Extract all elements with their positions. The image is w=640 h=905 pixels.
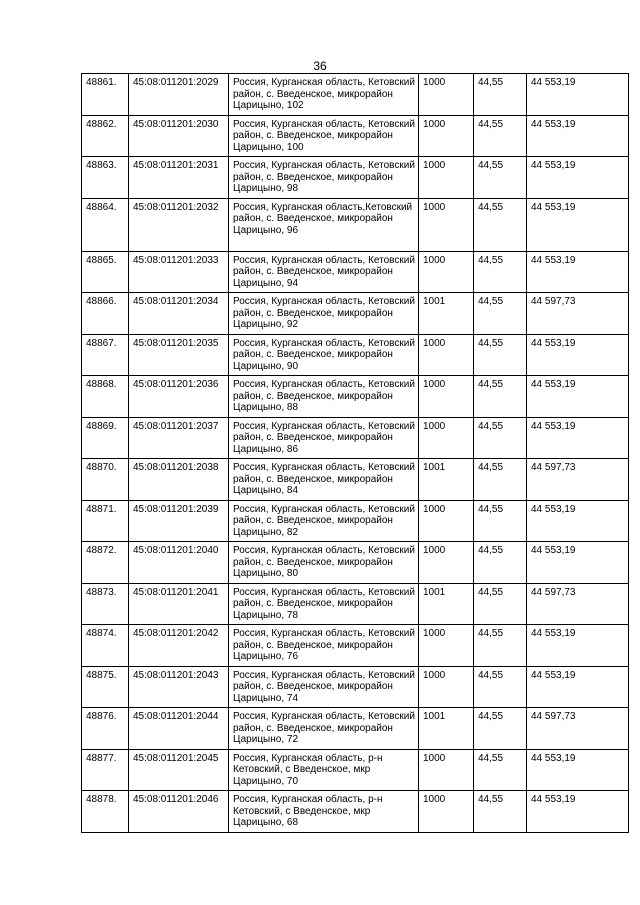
cadastral-value: 44 597,73 xyxy=(527,459,629,501)
address: Россия, Курганская область, Кетовский район, с. Введенское, микрорайон Царицыно, 72 xyxy=(229,708,419,750)
row-number: 48877. xyxy=(82,749,129,791)
area: 1000 xyxy=(419,115,474,157)
cadastral-value: 44 553,19 xyxy=(527,198,629,251)
address: Россия, Курганская область, Кетовский район, с. Введенское, микрорайон Царицыно, 74 xyxy=(229,666,419,708)
cadastral-value: 44 553,19 xyxy=(527,157,629,199)
area: 1000 xyxy=(419,417,474,459)
area: 1000 xyxy=(419,542,474,584)
area: 1000 xyxy=(419,74,474,116)
table-row xyxy=(82,666,629,708)
cadastral-number: 45:08:011201:2031 xyxy=(129,157,229,199)
cadastral-number: 45:08:011201:2041 xyxy=(129,583,229,625)
address: Россия, Курганская область, р-н Кетовский, с Введенское, мкр Царицыно, 70 xyxy=(229,749,419,791)
cadastral-number: 45:08:011201:2037 xyxy=(129,417,229,459)
area: 1001 xyxy=(419,583,474,625)
row-number: 48863. xyxy=(82,157,129,199)
cadastral-number: 45:08:011201:2043 xyxy=(129,666,229,708)
table-row xyxy=(82,583,629,625)
address: Россия, Курганская область, Кетовский район, с. Введенское, микрорайон Царицыно, 76 xyxy=(229,625,419,667)
specific-value: 44,55 xyxy=(474,459,527,501)
table-row xyxy=(82,708,629,750)
address: Россия, Курганская область, Кетовский район, с. Введенское, микрорайон Царицыно, 98 xyxy=(229,157,419,199)
cadastral-number: 45:08:011201:2029 xyxy=(129,74,229,116)
address: Россия, Курганская область, Кетовский район, с. Введенское, микрорайон Царицыно, 92 xyxy=(229,293,419,335)
table-row xyxy=(82,376,629,418)
row-number: 48864. xyxy=(82,198,129,251)
cadastral-number: 45:08:011201:2046 xyxy=(129,791,229,833)
address: Россия, Курганская область, Кетовский район, с. Введенское, микрорайон Царицыно, 88 xyxy=(229,376,419,418)
row-number: 48868. xyxy=(82,376,129,418)
cadastral-value: 44 597,73 xyxy=(527,583,629,625)
table-row xyxy=(82,115,629,157)
address: Россия, Курганская область, Кетовский район, с. Введенское, микрорайон Царицыно, 78 xyxy=(229,583,419,625)
row-number: 48865. xyxy=(82,251,129,293)
table-row xyxy=(82,625,629,667)
specific-value: 44,55 xyxy=(474,625,527,667)
specific-value: 44,55 xyxy=(474,417,527,459)
cadastral-value-table xyxy=(81,73,629,833)
table-row xyxy=(82,542,629,584)
cadastral-value: 44 553,19 xyxy=(527,417,629,459)
specific-value: 44,55 xyxy=(474,157,527,199)
cadastral-number: 45:08:011201:2035 xyxy=(129,334,229,376)
table-row xyxy=(82,417,629,459)
cadastral-value: 44 553,19 xyxy=(527,791,629,833)
row-number: 48873. xyxy=(82,583,129,625)
table-row xyxy=(82,251,629,293)
address: Россия, Курганская область, Кетовский район, с. Введенское, микрорайон Царицыно, 94 xyxy=(229,251,419,293)
table-row xyxy=(82,791,629,833)
page-number: 36 xyxy=(313,59,327,73)
specific-value: 44,55 xyxy=(474,583,527,625)
specific-value: 44,55 xyxy=(474,542,527,584)
address: Россия, Курганская область, Кетовский район, с. Введенское, микрорайон Царицыно, 90 xyxy=(229,334,419,376)
specific-value: 44,55 xyxy=(474,251,527,293)
row-number: 48871. xyxy=(82,500,129,542)
area: 1000 xyxy=(419,500,474,542)
cadastral-value: 44 553,19 xyxy=(527,376,629,418)
cadastral-value: 44 553,19 xyxy=(527,749,629,791)
row-number: 48869. xyxy=(82,417,129,459)
table-row xyxy=(82,74,629,116)
area: 1001 xyxy=(419,708,474,750)
row-number: 48867. xyxy=(82,334,129,376)
cadastral-number: 45:08:011201:2042 xyxy=(129,625,229,667)
area: 1001 xyxy=(419,293,474,335)
specific-value: 44,55 xyxy=(474,334,527,376)
cadastral-value: 44 553,19 xyxy=(527,500,629,542)
area: 1001 xyxy=(419,459,474,501)
cadastral-value: 44 553,19 xyxy=(527,115,629,157)
specific-value: 44,55 xyxy=(474,376,527,418)
address: Россия, Курганская область, Кетовский район, с. Введенское, микрорайон Царицыно, 82 xyxy=(229,500,419,542)
area: 1000 xyxy=(419,666,474,708)
row-number: 48878. xyxy=(82,791,129,833)
address: Россия, Курганская область, р-н Кетовский, с Введенское, мкр Царицыно, 68 xyxy=(229,791,419,833)
cadastral-number: 45:08:011201:2045 xyxy=(129,749,229,791)
specific-value: 44,55 xyxy=(474,791,527,833)
area: 1000 xyxy=(419,749,474,791)
cadastral-value: 44 553,19 xyxy=(527,625,629,667)
row-number: 48876. xyxy=(82,708,129,750)
cadastral-value: 44 553,19 xyxy=(527,334,629,376)
cadastral-value: 44 553,19 xyxy=(527,74,629,116)
address: Россия, Курганская область, Кетовский район, с. Введенское, микрорайон Царицыно, 84 xyxy=(229,459,419,501)
area: 1000 xyxy=(419,334,474,376)
cadastral-number: 45:08:011201:2038 xyxy=(129,459,229,501)
table-row xyxy=(82,334,629,376)
row-number: 48874. xyxy=(82,625,129,667)
area: 1000 xyxy=(419,198,474,251)
specific-value: 44,55 xyxy=(474,500,527,542)
table-row xyxy=(82,157,629,199)
area: 1000 xyxy=(419,251,474,293)
address: Россия, Курганская область, Кетовский район, с. Введенское, микрорайон Царицыно, 100 xyxy=(229,115,419,157)
table-row xyxy=(82,198,629,251)
address: Россия, Курганская область, Кетовский район, с. Введенское, микрорайон Царицыно, 102 xyxy=(229,74,419,116)
table-row xyxy=(82,459,629,501)
row-number: 48875. xyxy=(82,666,129,708)
area: 1000 xyxy=(419,376,474,418)
cadastral-number: 45:08:011201:2033 xyxy=(129,251,229,293)
address: Россия, Курганская область, Кетовский район, с. Введенское, микрорайон Царицыно, 86 xyxy=(229,417,419,459)
row-number: 48862. xyxy=(82,115,129,157)
table-row xyxy=(82,500,629,542)
address: Россия, Курганская область, Кетовский район, с. Введенское, микрорайон Царицыно, 80 xyxy=(229,542,419,584)
row-number: 48872. xyxy=(82,542,129,584)
cadastral-value: 44 553,19 xyxy=(527,251,629,293)
specific-value: 44,55 xyxy=(474,115,527,157)
cadastral-number: 45:08:011201:2044 xyxy=(129,708,229,750)
specific-value: 44,55 xyxy=(474,198,527,251)
specific-value: 44,55 xyxy=(474,749,527,791)
table-row xyxy=(82,749,629,791)
specific-value: 44,55 xyxy=(474,293,527,335)
cadastral-number: 45:08:011201:2036 xyxy=(129,376,229,418)
cadastral-number: 45:08:011201:2039 xyxy=(129,500,229,542)
specific-value: 44,55 xyxy=(474,74,527,116)
area: 1000 xyxy=(419,791,474,833)
cadastral-value: 44 553,19 xyxy=(527,666,629,708)
cadastral-number: 45:08:011201:2040 xyxy=(129,542,229,584)
table-row xyxy=(82,293,629,335)
row-number: 48870. xyxy=(82,459,129,501)
area: 1000 xyxy=(419,157,474,199)
cadastral-value: 44 553,19 xyxy=(527,542,629,584)
cadastral-value: 44 597,73 xyxy=(527,293,629,335)
area: 1000 xyxy=(419,625,474,667)
cadastral-number: 45:08:011201:2030 xyxy=(129,115,229,157)
specific-value: 44,55 xyxy=(474,666,527,708)
row-number: 48866. xyxy=(82,293,129,335)
row-number: 48861. xyxy=(82,74,129,116)
specific-value: 44,55 xyxy=(474,708,527,750)
cadastral-number: 45:08:011201:2034 xyxy=(129,293,229,335)
address: Россия, Курганская область,Кетовский район, с. Введенское, микрорайон Царицыно, 96 xyxy=(229,198,419,251)
cadastral-value: 44 597,73 xyxy=(527,708,629,750)
cadastral-number: 45:08:011201:2032 xyxy=(129,198,229,251)
